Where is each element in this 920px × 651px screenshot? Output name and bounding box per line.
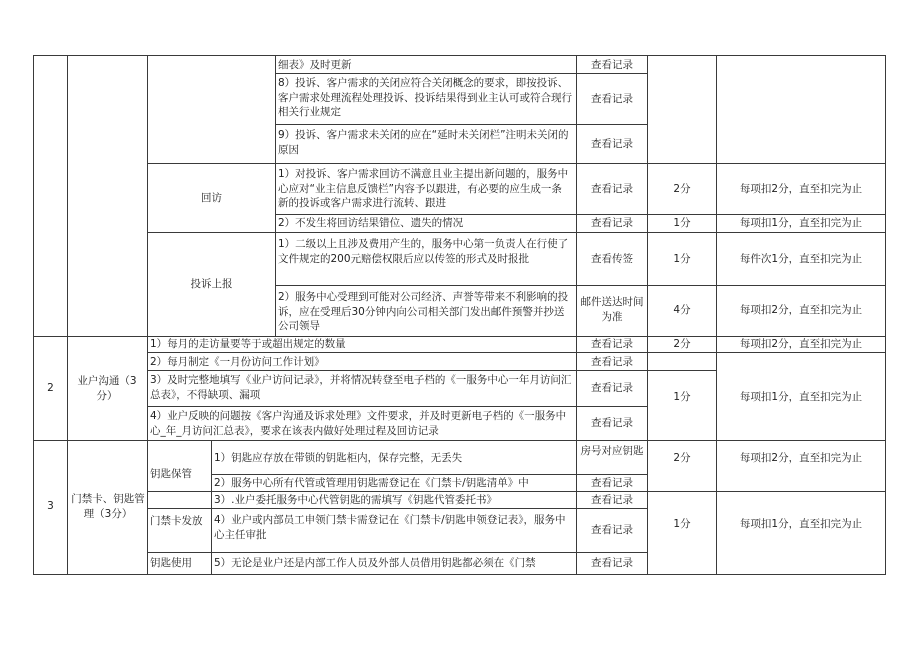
table-border-right [885,55,886,575]
score-value: 2分 [673,183,691,195]
deduction-rule: 每项扣2分，直至扣完为止 [739,183,863,195]
requirement-text: 4）业户或内部员工申领门禁卡需登记在《门禁卡/钥匙申领登记表》，服务中心主任审批 [214,514,566,541]
check-method: 查看记录 [591,477,633,489]
deduction-rule: 每项扣1分，直至扣完为止 [739,217,863,229]
table-gridline [275,285,885,286]
requirement-text: 细表》及时更新 [278,59,352,71]
table-border-left [33,55,34,575]
score-value: 1分 [673,217,691,229]
deduction-rule: 每件次1分，直至扣完为止 [739,253,863,265]
deduction-rule: 每项扣1分，直至扣完为止 [739,518,863,530]
score-value: 2分 [673,338,691,350]
table-gridline [275,73,647,74]
table-border-bottom [33,574,886,575]
deduction-rule: 每项扣2分，直至扣完为止 [739,304,863,316]
table-gridline [67,55,68,575]
check-method: 查看记录 [591,557,633,569]
table-border-top [33,55,886,56]
table-gridline [147,491,885,492]
deduction-rule: 每项扣1分，直至扣完为止 [739,391,863,403]
table-gridline [275,55,276,336]
subcategory-label: 门禁卡发放 [150,515,203,527]
check-method: 查看记录 [591,59,633,71]
score-value: 1分 [673,518,691,530]
check-method: 查看记录 [591,524,633,536]
check-method: 房号对应钥匙 [580,445,644,457]
table-gridline [275,214,885,215]
check-method: 查看记录 [591,356,633,368]
check-method: 查看记录 [591,382,633,394]
score-value: 1分 [673,253,691,265]
requirement-text: 2）服务中心受理到可能对公司经济、声誉等带来不利影响的投诉，应在受理后30分钟内向公司相关部门发出邮件预警并抄送公司领导 [278,291,569,332]
requirement-text: 5）无论是业户还是内部工作人员及外部人员借用钥匙都必须在《门禁 [214,557,536,569]
requirement-text: 9）投诉、客户需求未关闭的应在“延时未关闭栏”注明未关闭的原因 [278,129,569,156]
requirement-text: 8）投诉、客户需求的关闭应符合关闭概念的要求，即按投诉、客户需求处理流程处理投诉、投诉结果得到业主认可或符合现行相关行业规定 [278,77,572,118]
check-method: 查看记录 [591,494,633,506]
category-number: 2 [47,382,54,394]
score-value: 4分 [673,304,691,316]
requirement-text: 3）及时完整地填写《业户访问记录》，并将情况转登至电子档的《一服务中心一年月访问汇总表》，不得缺项、漏项 [150,374,572,401]
requirement-text: 3）.业户委托服务中心代管钥匙的需填写《钥匙代管委托书》 [214,494,498,506]
table-gridline [33,440,886,441]
category-name: 业户沟通（3分） [77,375,137,402]
table-gridline [147,55,148,575]
table-gridline [147,370,716,371]
requirement-text: 2）每月制定《一月份访问工作计划》 [150,356,325,368]
subcategory-label: 钥匙使用 [150,557,192,569]
requirement-text: 2）不发生将回访结果错位、遗失的情况 [278,217,464,229]
table-gridline [147,552,647,553]
table-gridline [147,406,647,407]
table-gridline [147,508,647,509]
subcategory-label: 钥匙保管 [150,468,192,480]
deduction-rule: 每项扣2分，直至扣完为止 [739,338,863,350]
requirement-text: 1）每月的走访量要等于或超出规定的数量 [150,338,346,350]
check-method: 查看记录 [591,93,633,105]
requirement-text: 1）钥匙应存放在带锁的钥匙柜内，保存完整，无丢失 [214,452,463,464]
score-value: 1分 [673,391,691,403]
requirement-text: 2）服务中心所有代管或管理用钥匙需登记在《门禁卡/钥匙清单》中 [214,477,529,489]
table-gridline [147,163,885,164]
requirement-text: 1）对投诉、客户需求回访不满意且业主提出新问题的，服务中心应对“业主信息反馈栏”内容予以跟进，有必要的应生成一条新的投诉或客户需求进行流转、跟进 [278,168,569,209]
table-gridline [147,352,885,353]
table-gridline [147,232,885,233]
table-gridline [275,124,647,125]
check-method: 邮件送达时间为准 [580,296,644,323]
deduction-rule: 每项扣2分，直至扣完为止 [739,452,863,464]
check-method: 查看记录 [591,183,633,195]
subcategory-label: 回访 [201,192,222,204]
category-number: 3 [47,500,54,512]
table-gridline [211,474,647,475]
requirement-text: 1）二级以上且涉及费用产生的，服务中心第一负责人在行使了文件规定的200元赔偿权限后应以传签的形式及时报批 [278,238,569,265]
check-method: 查看记录 [591,338,633,350]
check-method: 查看记录 [591,417,633,429]
check-method: 查看记录 [591,138,633,150]
check-method: 查看传签 [591,253,633,265]
category-name: 门禁卡、钥匙管理（3分） [71,493,145,520]
subcategory-label: 投诉上报 [190,278,233,290]
score-value: 2分 [673,452,691,464]
requirement-text: 4）业户反映的问题按《客户沟通及诉求处理》文件要求，并及时更新电子档的《一服务中心_年_月访问汇总表》，要求在该表内做好处理过程及回访记录 [150,410,567,437]
check-method: 查看记录 [591,217,633,229]
